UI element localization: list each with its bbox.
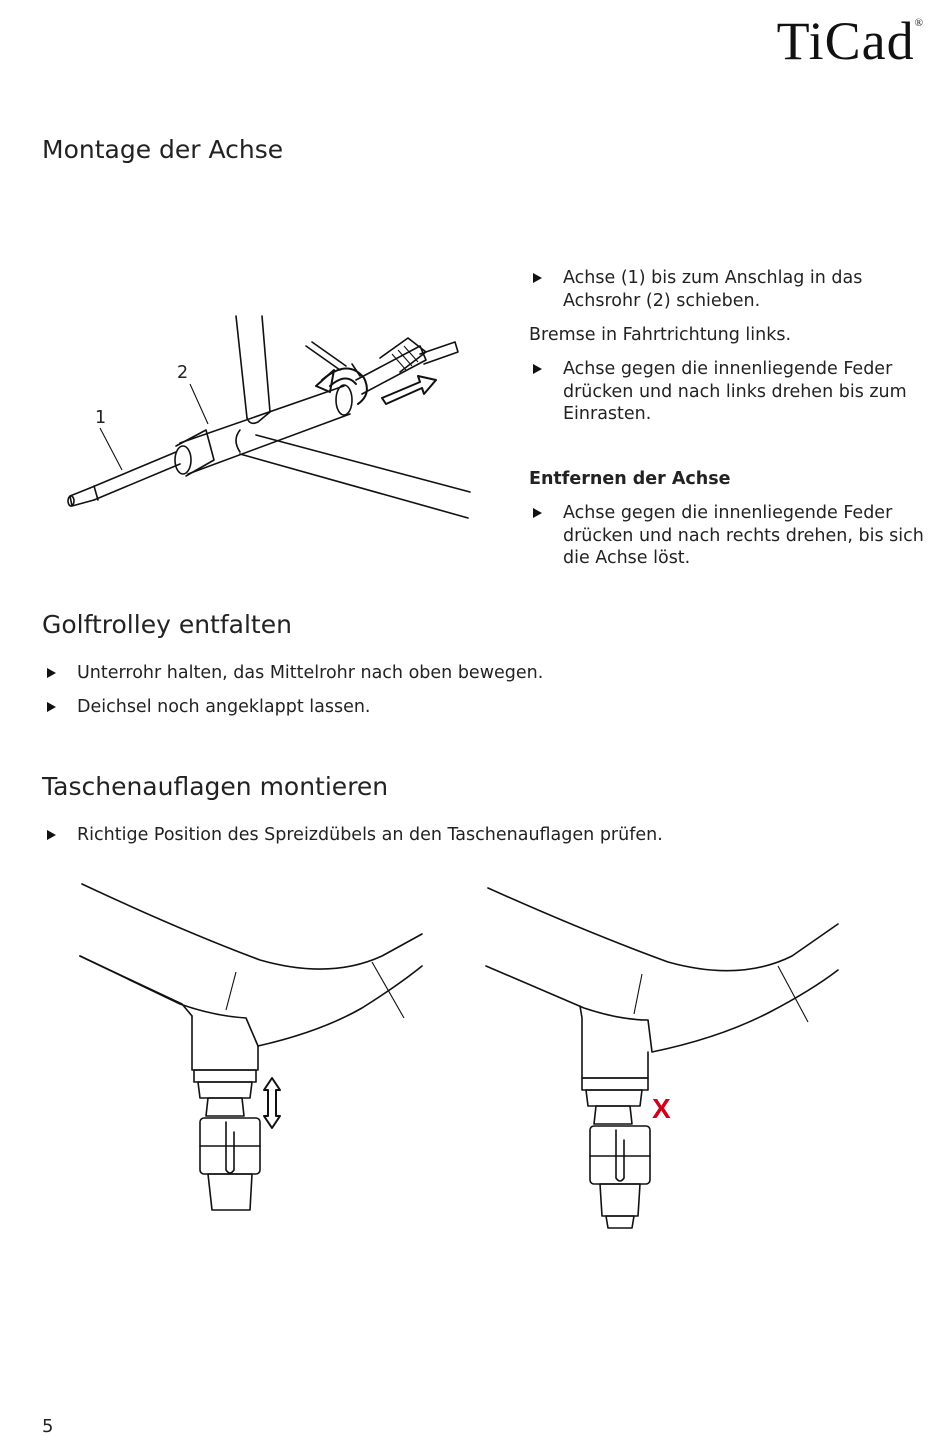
step-unfold-1 [47,662,907,685]
step-unfold-2 [47,696,907,719]
brake-note: Bremse in Fahrtrichtung links. [529,325,792,345]
step-text: Achse (1) bis zum Anschlag in das Achsrohr (2) schieben. [563,268,863,311]
step-insert-axle [533,267,928,312]
step-text: Achse gegen die innenliegende Feder drücken und nach rechts drehen, bis sich die Achse löst. [563,503,924,568]
step-text: Unterrohr halten, das Mittelrohr nach oben bewegen. [77,663,544,683]
step-text: Achse gegen die innenliegende Feder drücken und nach links drehen bis zum Einrasten. [563,359,907,424]
registered-mark: ® [914,17,924,29]
step-check-dowel [47,824,907,847]
callout-2: 2 [177,363,189,383]
bullet-arrow-icon [533,273,542,283]
callout-1: 1 [95,408,107,428]
logo-text: TiCad [776,11,915,71]
removal-heading: Entfernen der Achse [529,469,731,489]
step-turn-axle [533,358,928,426]
step-text: Deichsel noch angeklappt lassen. [77,697,371,717]
bullet-arrow-icon [47,702,56,712]
step-remove-axle [533,502,928,570]
section-title-unfold: Golftrolley entfalten [42,610,292,639]
bullet-arrow-icon [47,830,56,840]
bullet-arrow-icon [533,364,542,374]
page-number: 5 [42,1416,54,1437]
dowel-wrong-diagram [0,870,900,1240]
axle-assembly-diagram [0,300,520,540]
step-text: Richtige Position des Spreizdübels an den Taschenauflagen prüfen. [77,825,663,845]
bullet-arrow-icon [533,508,542,518]
bullet-arrow-icon [47,668,56,678]
section-title-axle: Montage der Achse [42,135,284,164]
wrong-mark-icon: X [652,1093,671,1124]
brand-logo [776,11,924,71]
section-title-bag-rests: Taschenauflagen montieren [42,772,389,801]
